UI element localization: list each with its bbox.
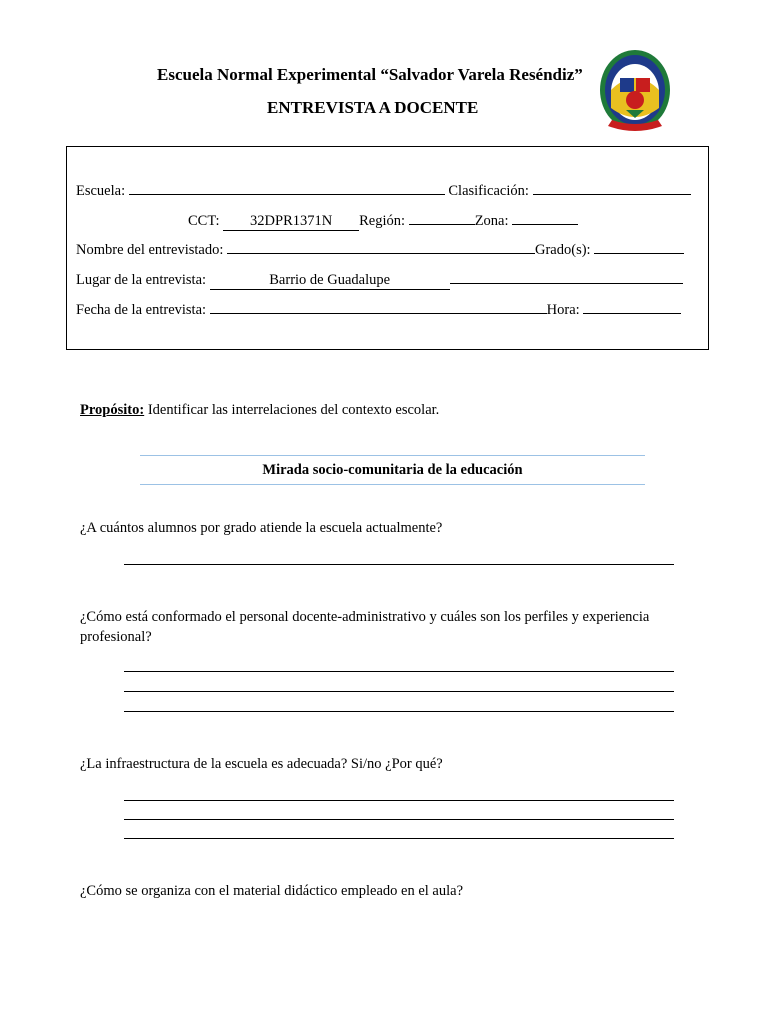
question-2-continued: profesional? bbox=[80, 629, 152, 645]
row-escuela bbox=[76, 181, 691, 200]
row-entrevistado bbox=[76, 240, 684, 259]
lugar-extra-line bbox=[450, 270, 683, 284]
clasificacion-field[interactable] bbox=[533, 181, 691, 195]
entrevistado-label: Nombre del entrevistado: bbox=[76, 242, 224, 258]
interview-info-box bbox=[66, 146, 709, 350]
row-lugar bbox=[76, 270, 683, 290]
answer-line[interactable] bbox=[124, 711, 674, 712]
escuela-label: Escuela: bbox=[76, 183, 126, 199]
cct-label: CCT: bbox=[188, 213, 220, 229]
grado-label: Grado(s): bbox=[535, 242, 591, 258]
purpose-line bbox=[80, 402, 439, 419]
clasificacion-label: Clasificación: bbox=[448, 183, 529, 199]
section-title: Mirada socio-comunitaria de la educación bbox=[140, 455, 645, 485]
fecha-label: Fecha de la entrevista: bbox=[76, 302, 207, 318]
lugar-field[interactable]: Barrio de Guadalupe bbox=[210, 272, 450, 290]
question-2: ¿Cómo está conformado el personal docente-administrativo y cuáles son los perfiles y experiencia bbox=[80, 609, 650, 625]
purpose-text: Identificar las interrelaciones del contexto escolar. bbox=[147, 402, 440, 418]
zona-field[interactable] bbox=[512, 211, 578, 225]
fecha-field[interactable] bbox=[210, 300, 547, 314]
question-3: ¿La infraestructura de la escuela es adecuada? Si/no ¿Por qué? bbox=[80, 756, 443, 772]
zona-label: Zona: bbox=[474, 213, 509, 229]
question-1: ¿A cuántos alumnos por grado atiende la escuela actualmente? bbox=[80, 520, 443, 536]
cct-field[interactable]: 32DPR1371N bbox=[223, 213, 359, 231]
escuela-field[interactable] bbox=[129, 181, 445, 195]
answer-line[interactable] bbox=[124, 671, 674, 672]
answer-line[interactable] bbox=[124, 800, 674, 801]
school-title: Escuela Normal Experimental “Salvador Varela Reséndiz” bbox=[157, 65, 583, 84]
grado-field[interactable] bbox=[594, 240, 684, 254]
row-fecha bbox=[76, 300, 681, 319]
document-title: ENTREVISTA A DOCENTE bbox=[267, 98, 479, 117]
school-crest-icon bbox=[598, 46, 672, 132]
answer-line[interactable] bbox=[124, 838, 674, 839]
region-label: Región: bbox=[359, 213, 406, 229]
lugar-label: Lugar de la entrevista: bbox=[76, 272, 207, 288]
answer-line[interactable] bbox=[124, 691, 674, 692]
answer-line[interactable] bbox=[124, 819, 674, 820]
entrevistado-field[interactable] bbox=[227, 240, 535, 254]
purpose-label: Propósito: bbox=[80, 402, 145, 418]
region-field[interactable] bbox=[409, 211, 475, 225]
answer-line[interactable] bbox=[124, 564, 674, 565]
hora-label: Hora: bbox=[546, 302, 580, 318]
question-4: ¿Cómo se organiza con el material didáctico empleado en el aula? bbox=[80, 883, 464, 899]
row-cct bbox=[188, 211, 578, 231]
hora-field[interactable] bbox=[583, 300, 681, 314]
